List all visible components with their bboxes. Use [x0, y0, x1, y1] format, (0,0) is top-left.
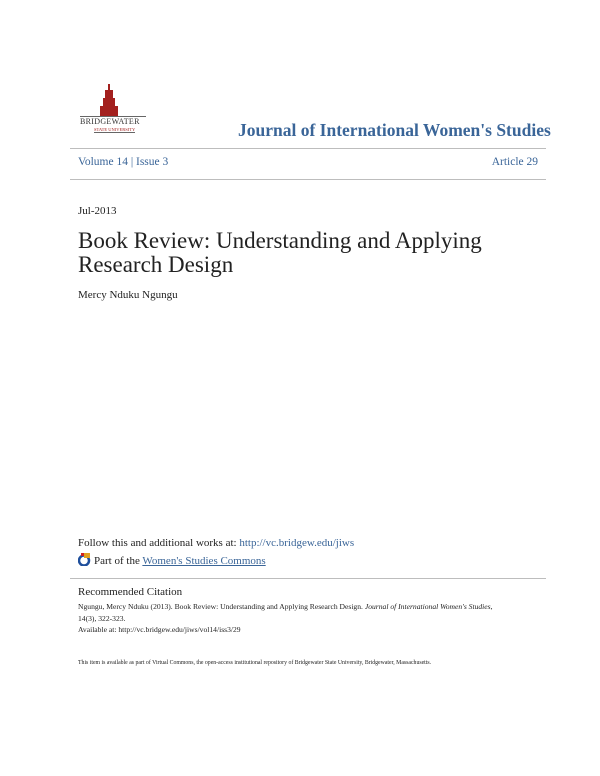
publication-date: Jul-2013 [78, 205, 117, 217]
bridgewater-logo [78, 84, 148, 136]
footer-note: This item is available as part of Virtual Commons, the open-access institutional repository of Bridgewater State University, Bridgewater, Massachusetts. [78, 660, 432, 666]
follow-line [78, 537, 354, 549]
citation-text: , [490, 602, 493, 611]
citation-available: Available at: http://vc.bridgew.edu/jiws/vol14/iss3/29 [78, 625, 241, 634]
recommended-citation-heading: Recommended Citation [78, 586, 183, 598]
article-title-line1: Book Review: Understanding and Applying [78, 228, 482, 253]
divider [70, 148, 546, 149]
logo-line2: STATE UNIVERSITY [94, 127, 136, 132]
journal-title[interactable]: Journal of International Women's Studies [238, 120, 551, 140]
citation-line2: 14(3), 322-323. [78, 614, 126, 623]
citation-text: Ngungu, Mercy Nduku (2013). Book Review: Understanding and Applying Research Design. [78, 602, 365, 611]
citation-journal: Journal of International Women's Studies [364, 602, 491, 611]
tower-icon [78, 84, 148, 118]
volume-issue-link[interactable]: Volume 14 | Issue 3 [78, 156, 169, 168]
follow-link[interactable]: http://vc.bridgew.edu/jiws [239, 537, 355, 549]
follow-text: Follow this and additional works at: [78, 537, 240, 549]
divider [70, 578, 546, 579]
womens-studies-commons-link[interactable]: Women's Studies Commons [142, 555, 266, 567]
citation-line1 [78, 602, 493, 611]
article-title-line2: Research Design [78, 252, 234, 277]
divider [70, 179, 546, 180]
article-number[interactable]: Article 29 [491, 156, 538, 168]
author: Mercy Nduku Ngungu [78, 289, 178, 301]
logo-line1: BRIDGEWATER [80, 117, 140, 126]
part-of-text: Part of the [94, 555, 143, 567]
part-of-line [78, 553, 266, 567]
commons-icon [78, 553, 91, 566]
